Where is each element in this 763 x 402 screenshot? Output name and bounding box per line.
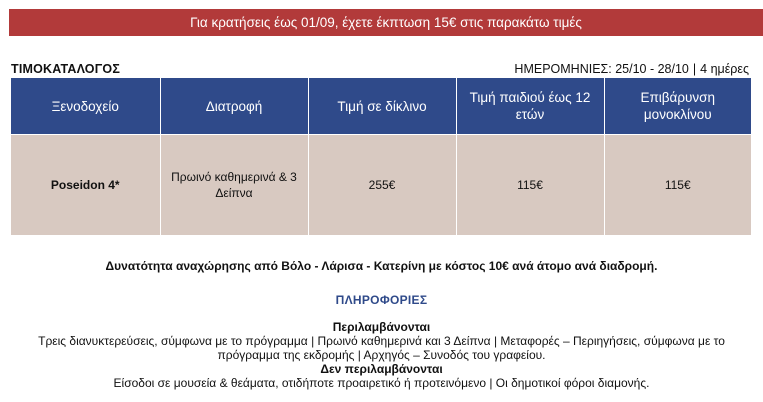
header-child-price: Τιμή παιδιού έως 12 ετών: [456, 78, 604, 135]
cell-single-supplement: 115€: [604, 135, 751, 236]
cell-child-price: 115€: [456, 135, 604, 236]
dates-line: [514, 62, 749, 76]
header-single-supplement: Επιβάρυνση μονοκλίνου: [604, 78, 751, 135]
table-row: [11, 135, 751, 236]
header-board: Διατροφή: [160, 78, 308, 135]
info-section: [20, 320, 743, 390]
header-double-price: Τιμή σε δίκλινο: [308, 78, 456, 135]
promo-text: Για κρατήσεις έως 01/09, έχετε έκπτωση 15€ στις παρακάτω τιμές: [190, 15, 582, 30]
cell-double-price: 255€: [308, 135, 456, 236]
info-heading: ΠΛΗΡΟΦΟΡΙΕΣ: [335, 293, 428, 307]
promo-banner: [9, 9, 763, 36]
dates-separator: |: [692, 62, 697, 76]
cell-board: Πρωινό καθημερινά & 3 Δείπνα: [160, 135, 308, 236]
header-hotel: Ξενοδοχείο: [11, 78, 160, 135]
excluded-title: Δεν περιλαμβάνονται: [320, 362, 443, 376]
departure-note: Δυνατότητα αναχώρησης από Βόλο - Λάρισα - Κατερίνη με κόστος 10€ ανά άτομο ανά διαδρομή.: [105, 259, 658, 273]
included-title: Περιλαμβάνονται: [332, 320, 431, 334]
price-table-header-row: [11, 78, 751, 135]
dates-label: ΗΜΕΡΟΜΗΝΙΕΣ: 25/10 - 28/10: [514, 62, 689, 76]
price-table: [11, 78, 751, 235]
excluded-text: Είσοδοι σε μουσεία & θεάματα, οτιδήποτε προαιρετικό ή προτεινόμενο | Οι δημοτικοί φόροι διαμονής.: [113, 376, 650, 390]
cell-hotel: Poseidon 4*: [11, 135, 160, 236]
pricelist-title: ΤΙΜΟΚΑΤΑΛΟΓΟΣ: [11, 62, 121, 76]
duration-label: 4 ημέρες: [700, 62, 749, 76]
included-text: Τρεις διανυκτερεύσεις, σύμφωνα με το πρόγραμμα | Πρωινό καθημερινά και 3 Δείπνα | Μεταφορές – Περιηγήσεις, σύμφωνα με το πρόγραμμα της εκδρομής | Αρχηγός – Συνοδός του γραφείου.: [38, 334, 725, 362]
